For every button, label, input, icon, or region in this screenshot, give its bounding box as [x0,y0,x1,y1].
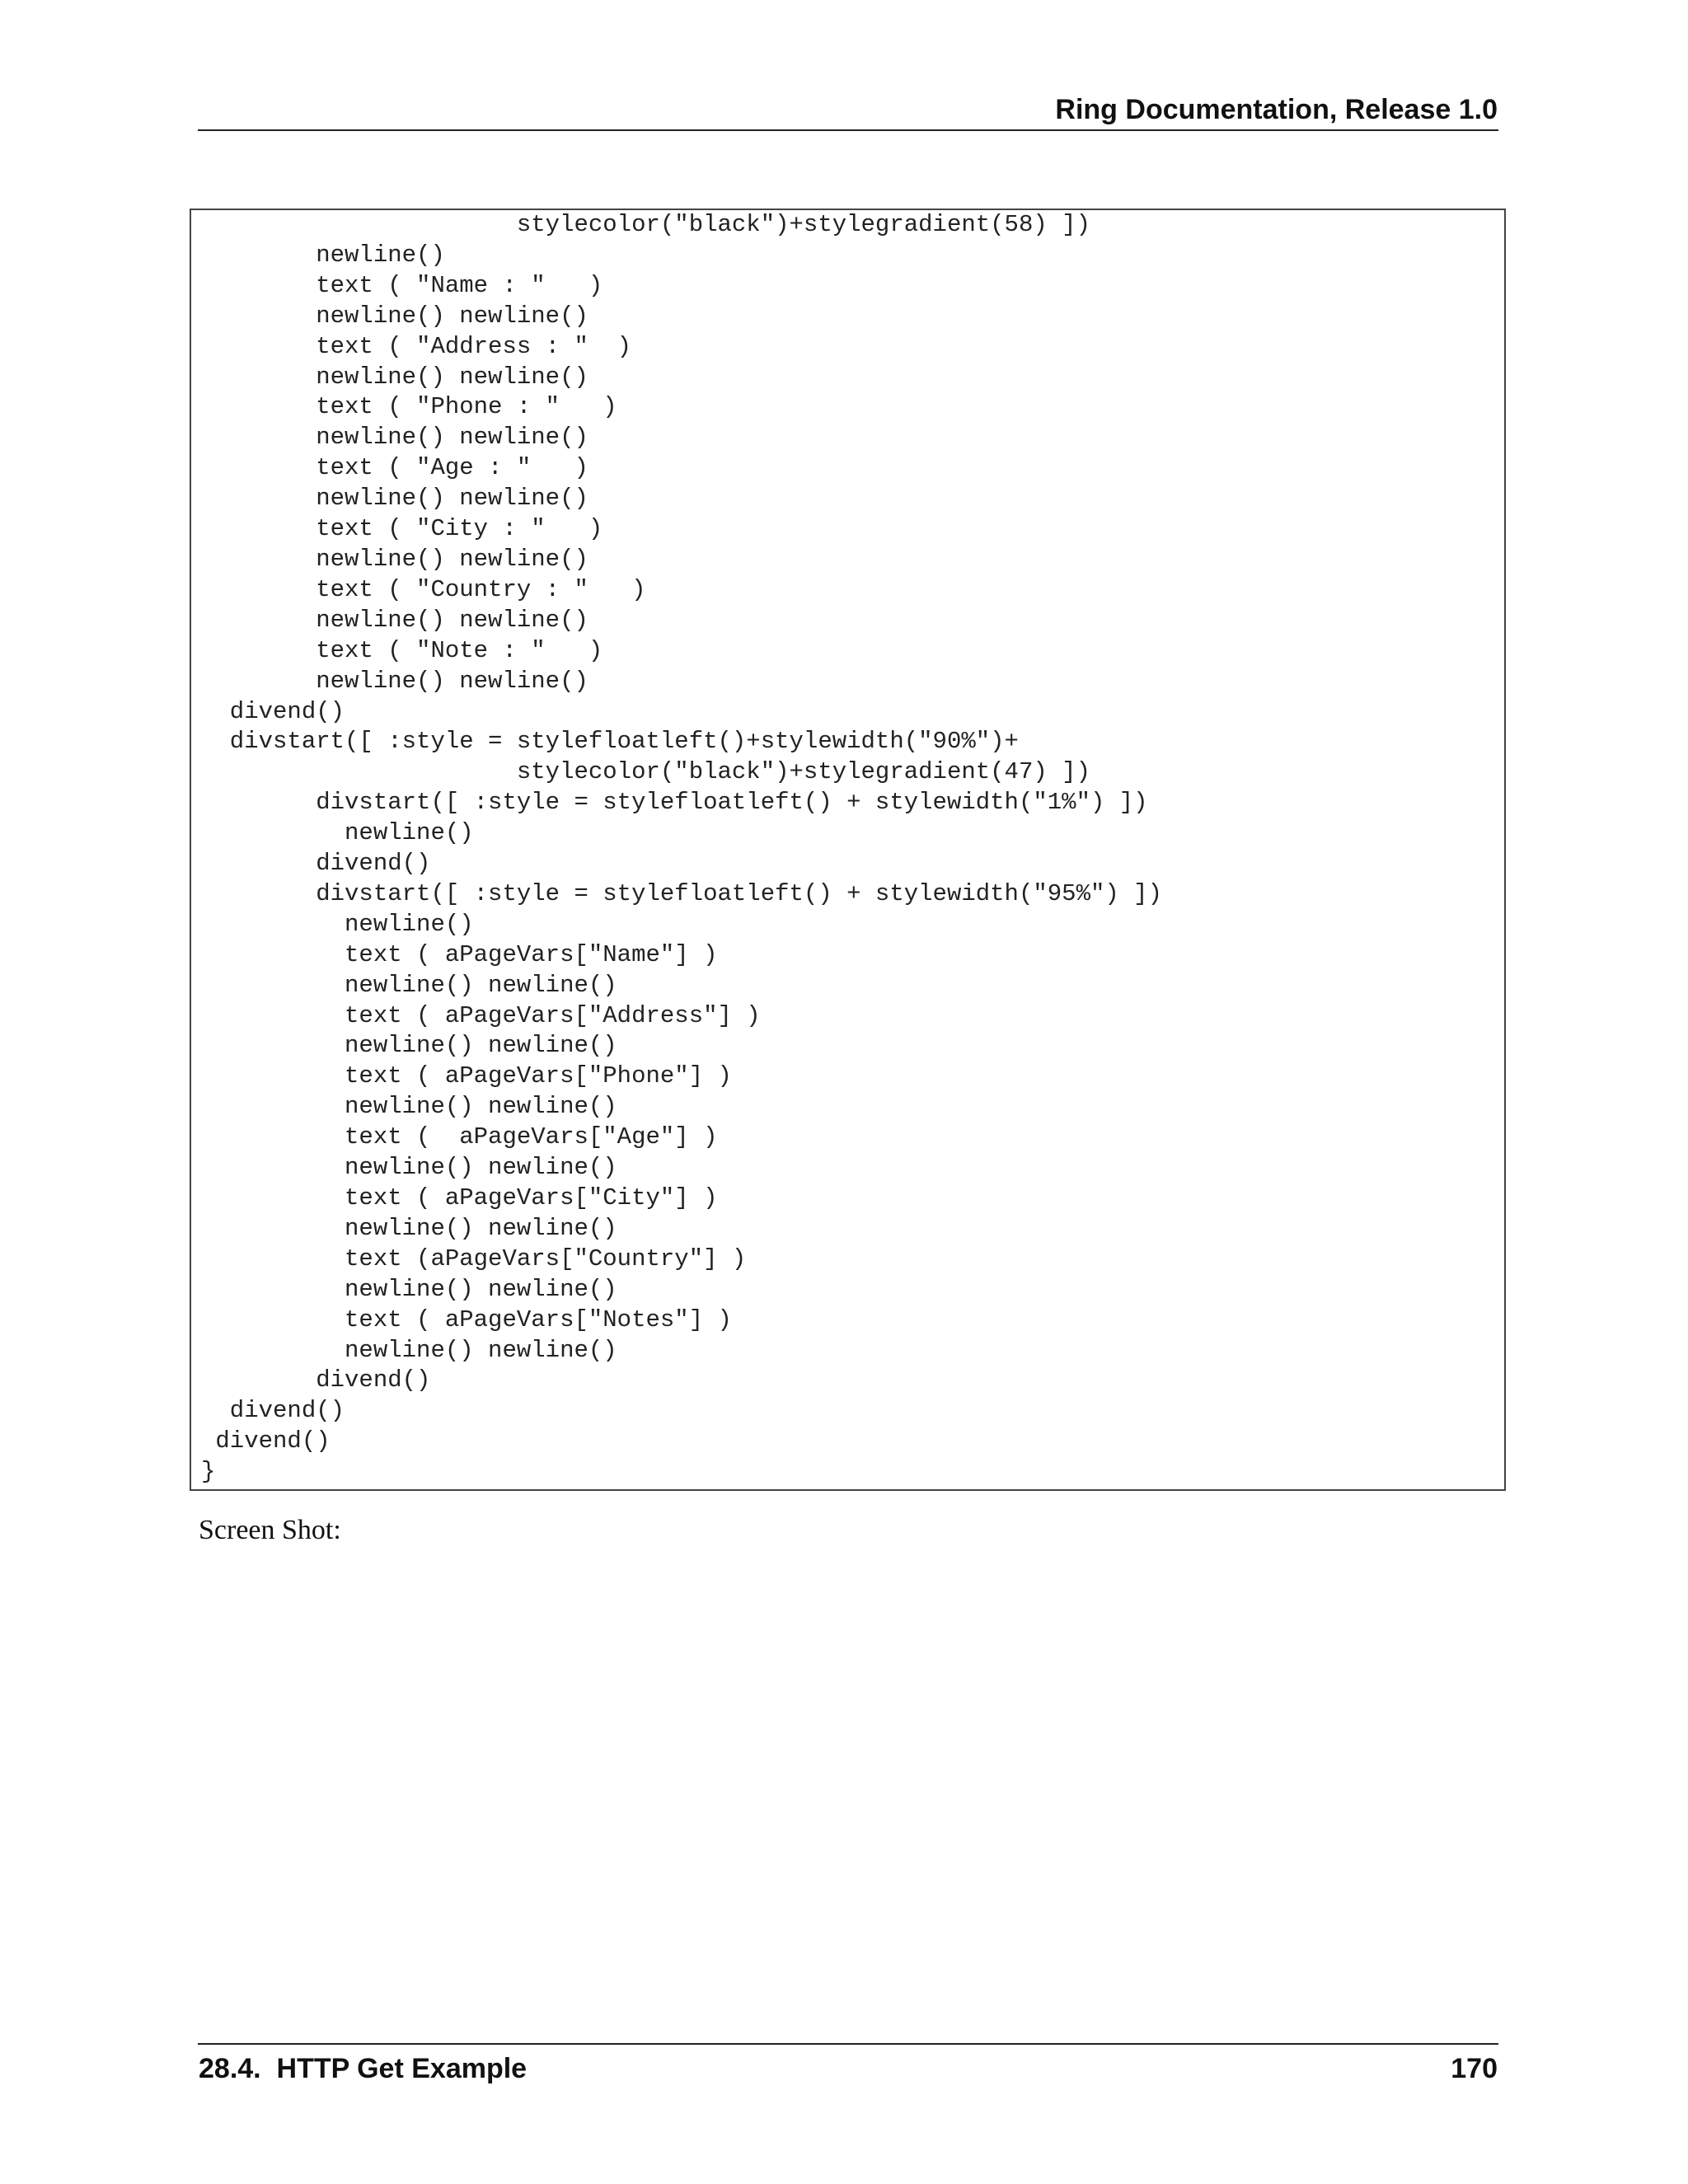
page-number: 170 [1451,2053,1498,2084]
page-header-title: Ring Documentation, Release 1.0 [1055,94,1498,125]
footer-divider [198,2043,1498,2045]
screenshot-caption: Screen Shot: [199,1515,341,1545]
footer-section-title: 28.4. HTTP Get Example [199,2053,528,2084]
code-block-container [190,209,1506,1491]
header-divider [198,129,1498,131]
code-listing: stylecolor("black")+stylegradient(58) ]) newline() text ( "Name : " ) newline() newline() text ( "Address : " ) newline() newline() text ( "Phone : " ) newline() newline() text ( "Age : " ) newline() newline() text ( "City : " ) newline() newline() text ( "Country : " ) newline() newline() text ( "Note : " ) newline() newline() divend() divstart([ :style = stylefloatleft()+stylewidth("90%")+ stylecolor("black")+stylegradient(47) ]) divstart([ :style = stylefloatleft() + stylewidth("1%") ]) newline() divend() divstart([ :style = stylefloatleft() + stylewidth("95%") ]) newline() text ( aPageVars["Name"] ) newline() newline() text ( aPageVars["Address"] ) newline() newline() text ( aPageVars["Phone"] ) newline() newline() text ( aPageVars["Age"] ) newline() newline() text ( aPageVars["City"] ) newline() newline() text (aPageVars["Country"] ) newline() newline() text ( aPageVars["Notes"] ) newline() newline() divend() divend() divend() } [201,211,1162,1486]
